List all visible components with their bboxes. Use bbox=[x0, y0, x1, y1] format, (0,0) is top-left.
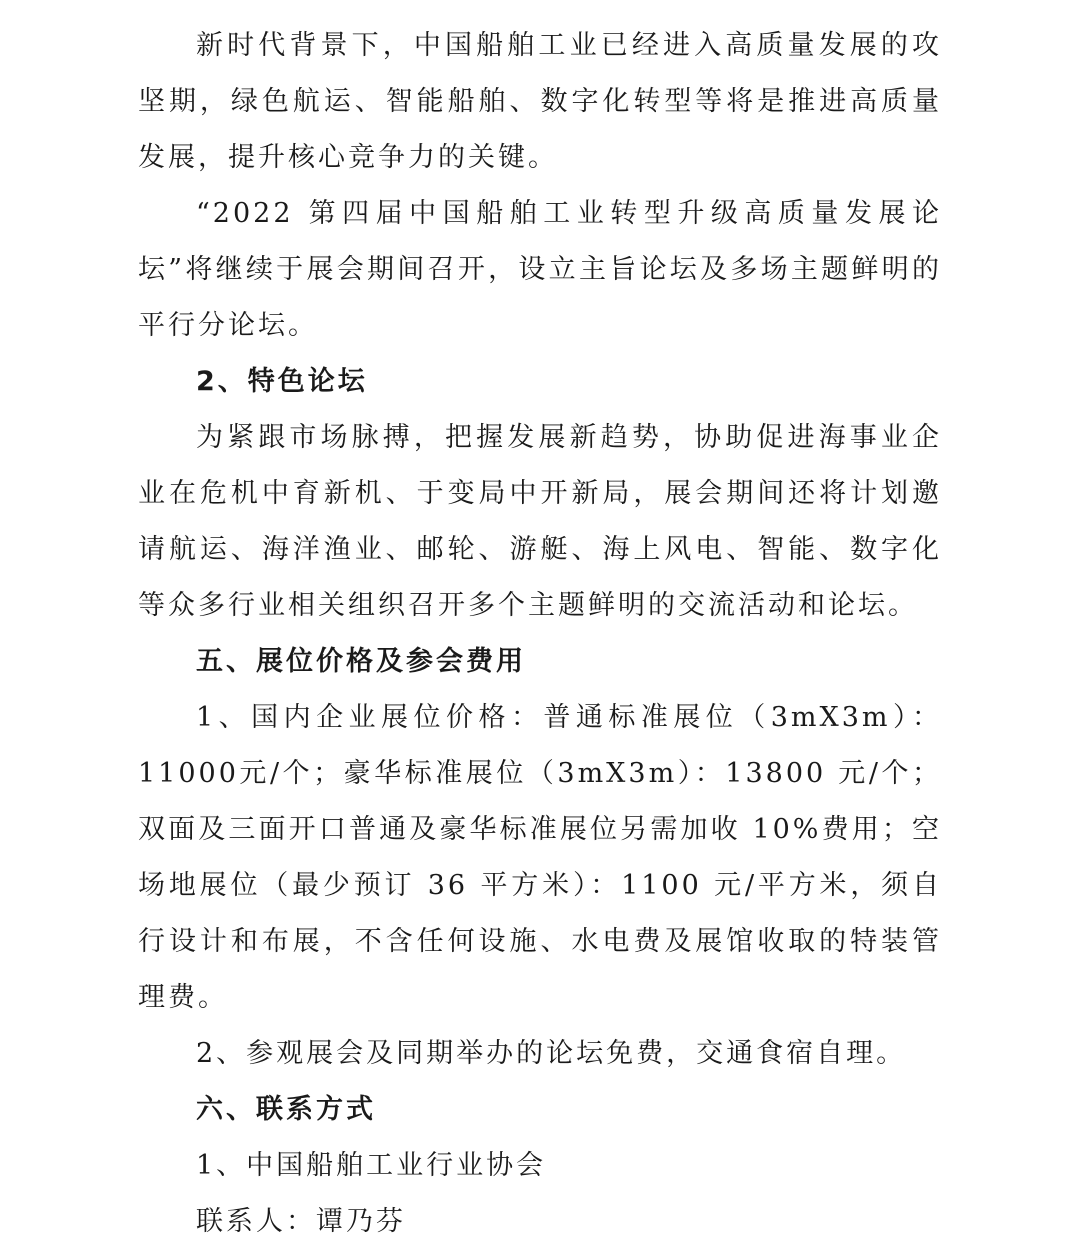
paragraph-featured-forum: 为紧跟市场脉搏，把握发展新趋势，协助促进海事业企业在危机中育新机、于变局中开新局，展会期间还将计划邀请航运、海洋渔业、邮轮、游艇、海上风电、智能、数字化等众多行业相关组织召开多个主题鲜明的交流活动和论坛。 bbox=[138, 422, 942, 621]
heading-featured-forum: 2、特色论坛 bbox=[196, 366, 368, 397]
paragraph-booth-price: 1、国内企业展位价格：普通标准展位（3mX3m）：11000元/个；豪华标准展位（3mX3m）：13800 元/个；双面及三面开口普通及豪华标准展位另需加收 10%费用；空场地展位（最少预订 36 平方米）：1100 元/平方米，须自行设计和布展，不含任何设施、水电费及展馆收取的特装管理费。 bbox=[138, 702, 942, 1013]
heading-booth-price: 五、展位价格及参会费用 bbox=[196, 646, 526, 677]
contact-organization: 1、中国船舶工业行业协会 bbox=[196, 1150, 547, 1181]
paragraph-free-visit: 2、参观展会及同期举办的论坛免费，交通食宿自理。 bbox=[196, 1038, 907, 1069]
contact-person: 联系人：谭乃芬 bbox=[196, 1206, 406, 1237]
paragraph-background: 新时代背景下，中国船舶工业已经进入高质量发展的攻坚期，绿色航运、智能船舶、数字化转型等将是推进高质量发展，提升核心竞争力的关键。 bbox=[138, 30, 942, 173]
paragraph-forum-intro: “2022 第四届中国船舶工业转型升级高质量发展论坛”将继续于展会期间召开，设立主旨论坛及多场主题鲜明的平行分论坛。 bbox=[138, 198, 942, 341]
heading-contact: 六、联系方式 bbox=[196, 1094, 376, 1125]
